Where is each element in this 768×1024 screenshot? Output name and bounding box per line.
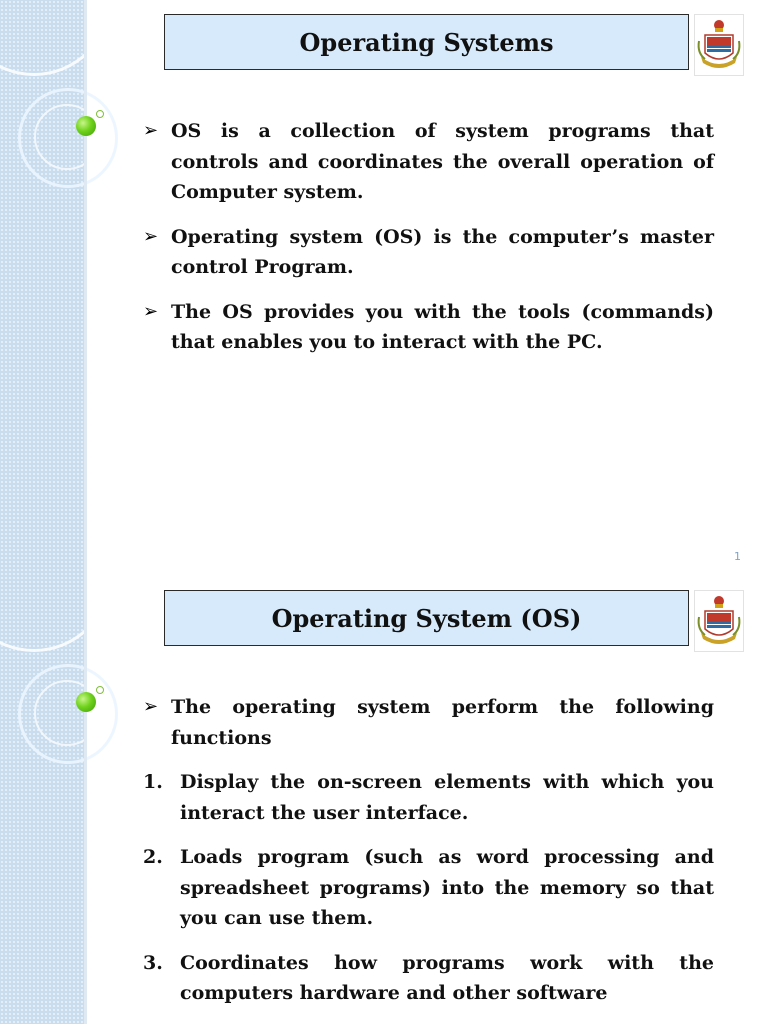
bullet-text: The OS provides you with the tools (commands) that enables you to interact with the PC. [171,300,714,353]
crest-icon [695,591,743,651]
numbered-item [143,948,714,1009]
decorative-arc [34,104,100,170]
decorative-arc [0,0,112,76]
list-item [143,222,714,283]
small-ring-icon [96,686,104,694]
slide-title: Operating System (OS) [271,603,582,633]
arrowhead-bullet-icon: ➢ [143,300,159,322]
item-number: 1. [143,771,163,793]
list-item [143,692,714,753]
slide-number: 1 [734,550,741,563]
slide-title-box [164,590,689,646]
numbered-item [143,842,714,934]
numbered-item [143,767,714,828]
item-number: 2. [143,846,163,868]
numbered-text: Loads program (such as word processing and spreadsheet programs) into the memory so that you can use them. [180,846,714,929]
numbered-text: Display the on-screen elements with which you interact the user interface. [180,771,714,824]
decorative-arc [34,680,100,746]
green-orb-icon [76,692,96,712]
slide-title-box [164,14,689,70]
decorative-sidebar [0,0,84,576]
bullet-text: Operating system (OS) is the computer’s master control Program. [171,225,714,278]
small-ring-icon [96,110,104,118]
slide-2 [0,576,768,1024]
decorative-sidebar [0,576,84,1024]
arrowhead-bullet-icon: ➢ [143,696,159,717]
bullet-text: The operating system perform the following functions [171,696,714,749]
decorative-arc [0,576,112,652]
sidebar-edge [84,576,87,1024]
green-orb-icon [76,116,96,136]
crest-icon [695,15,743,75]
numbered-text: Coordinates how programs work with the computers hardware and other software [180,951,714,1004]
bullet-list [143,116,714,372]
sidebar-edge [84,0,87,576]
arrowhead-bullet-icon: ➢ [143,120,159,141]
list-item [143,297,714,358]
university-crest-logo [694,14,744,76]
slide-title: Operating Systems [299,27,554,57]
list-item [143,116,714,208]
bullet-list [143,692,714,1023]
item-number: 3. [143,951,163,974]
bullet-text: OS is a collection of system programs that controls and coordinates the overall operation of Computer system. [171,120,714,203]
arrowhead-bullet-icon: ➢ [143,225,159,247]
university-crest-logo [694,590,744,652]
